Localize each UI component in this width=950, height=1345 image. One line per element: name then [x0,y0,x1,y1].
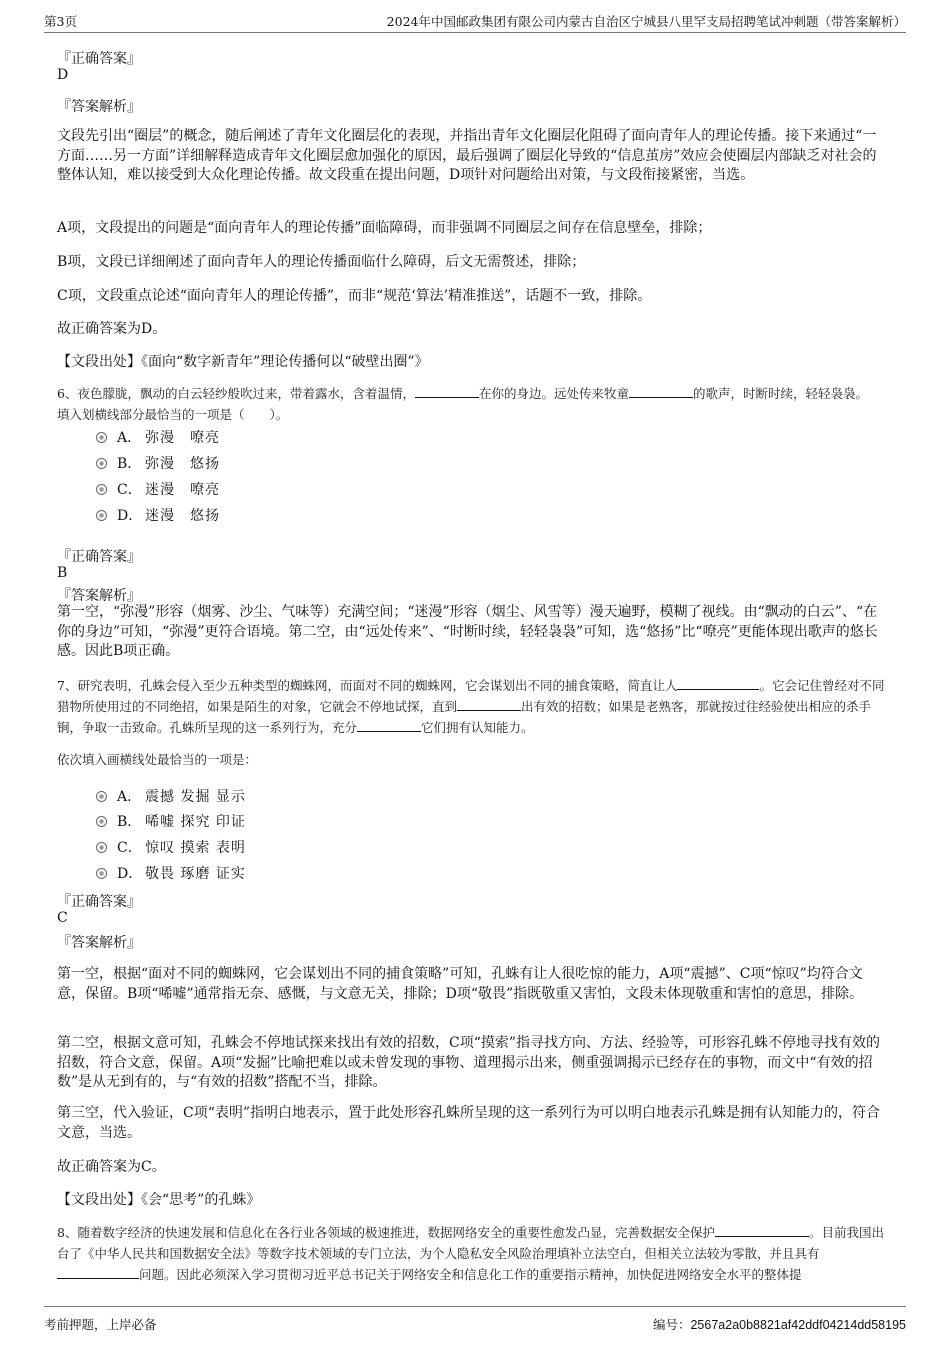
question-7-stem: 7、研究表明，孔蛛会侵入至少五种类型的蜘蛛网，而面对不同的蜘蛛网，它会谋划出不同的捕食策略，简直让人 。它会记住曾经对不同猎物所使用过的不同绝招，如果是陌生的对象，它就会不停地试探，直到 出有效的招数；如果是老熟客，那就按过往经验使出相应的杀手锏，争取一击致命。孔蛛所呈现的这一系列行为，充分 它们拥有认知能力。 [57,678,885,735]
fill-blank [357,719,421,732]
option-d[interactable]: D． 敬畏 琢磨 证实 [96,863,246,883]
conclusion: 故正确答案为C。 [57,1159,166,1175]
fill-blank [677,677,759,690]
analysis-paragraph: 文段先引出“圈层”的概念，随后阐述了青年文化圈层化的表现，并指出青年文化圈层化阻碍了面向青年人的理论传播。接下来通过“一方面……另一方面”详细解释造成青年文化圈层愈加强化的原因，最后强调了圈层化导致的“信息茧房”效应会使圈层内部缺乏对社会的整体认知，难以接受到大众化理论传播。故文段重在提出问题，D项针对问题给出对策，与文段衔接紧密，当选。 [57,128,877,183]
analysis-paragraph: 第二空，根据文意可知，孔蛛会不停地试探来找出有效的招数，C项“摸索”指寻找方向、方法、经验等，可形容孔蛛不停地寻找有效的招数，符合文意，保留。A项“发掘”比喻把难以或未曾发现的事物、道理揭示出来，侧重强调揭示已经存在的事物，而文中“有效的招数”是从无到有的，与“有效的招数”搭配不当，排除。 [57,1035,881,1090]
analysis-label: 『答案解析』 [57,99,141,115]
option-a[interactable]: A． 震撼 发掘 显示 [96,786,246,806]
option-c[interactable]: C． 惊叹 摸索 表明 [96,837,246,857]
footer-slogan: 考前押题，上岸必备 [44,1317,157,1332]
radio-icon[interactable] [96,484,107,495]
radio-icon[interactable] [96,868,107,879]
analysis-label: 『答案解析』 [57,588,141,604]
question-8-stem: 8、随着数字经济的快速发展和信息化在各行业各领域的极速推进，数据网络安全的重要性愈发凸显，完善数据安全保护 。目前我国出台了《中华人民共和国数据安全法》等数字技术领域的专门立法，为个人隐私安全风险治理填补立法空白，但相关立法较为零散，并且具有问题。因此必须深入学习贯彻习近平总书记关于网络安全和信息化工作的重要指示精神，加快促进网络安全水平的整体提 [57,1225,884,1282]
analysis-label: 『答案解析』 [57,935,141,951]
fill-blank [415,385,479,398]
answer-label: 『正确答案』 [57,549,141,565]
option-b[interactable]: B． 唏嘘 探究 印证 [96,811,246,831]
document-title: 2024年中国邮政集团有限公司内蒙古自治区宁城县八里罕支局招聘笔试冲刺题（带答案解析） [386,14,906,29]
page-footer [44,1306,906,1335]
analysis-option-a: A项，文段提出的问题是“面向青年人的理论传播”面临障碍，而非强调不同圈层之间存在信息壁垒，排除； [57,220,712,236]
answer-label: 『正确答案』 [57,51,141,67]
conclusion: 故正确答案为D。 [57,321,167,337]
radio-icon[interactable] [96,510,107,521]
analysis-option-b: B项，文段已详细阐述了面向青年人的理论传播面临什么障碍，后文无需赘述，排除； [57,254,586,270]
radio-icon[interactable] [96,791,107,802]
radio-icon[interactable] [96,432,107,443]
document-id: 编号：2567a2a0b8821af42ddf04214dd58195 [652,1317,906,1332]
option-a[interactable]: A． 弥漫 嘹亮 [96,427,220,447]
source-citation: 【文段出处】《面向“数字新青年”理论传播何以“破壁出圈”》 [57,354,429,370]
answer-value: D [57,67,69,83]
option-c[interactable]: C． 迷漫 嘹亮 [96,479,220,499]
radio-icon[interactable] [96,842,107,853]
page-number: 第3页 [44,14,77,29]
fill-blank [715,1224,809,1237]
radio-icon[interactable] [96,816,107,827]
answer-value: C [57,910,68,926]
fill-blank [629,385,693,398]
source-citation: 【文段出处】《会“思考”的孔蛛》 [57,1192,261,1208]
answer-label: 『正确答案』 [57,894,141,910]
fill-blank [57,1266,139,1279]
question-7-prompt: 依次填入画横线处最恰当的一项是： [57,752,258,767]
analysis-paragraph: 第三空，代入验证，C项“表明”指明白地表示，置于此处形容孔蛛所呈现的这一系列行为可以明白地表示孔蛛是拥有认知能力的，符合文意，当选。 [57,1105,881,1141]
analysis-paragraph: 第一空，“弥漫”形容（烟雾、沙尘、气味等）充满空间；“迷漫”形容（烟尘、风雪等）漫天遍野，模糊了视线。由“飘动的白云”、“在你的身边”可知，“弥漫”更符合语境。第二空，由“远处传来”、“时断时续，轻轻袅袅”可知，选“悠扬”比“嘹亮”更能体现出歌声的悠长感。因此B项正确。 [57,604,878,659]
option-d[interactable]: D． 迷漫 悠扬 [96,505,220,525]
answer-value: B [57,565,68,581]
page-header [44,10,906,33]
option-b[interactable]: B． 弥漫 悠扬 [96,453,220,473]
question-6-stem: 6、夜色朦胧，飘动的白云轻纱般吹过来，带着露水，含着温情， 在你的身边。远处传来牧童 的歌声，时断时续，轻轻袅袅。 填入划横线部分最恰当的一项是（ ）。 [57,386,868,422]
fill-blank [457,698,521,711]
analysis-paragraph: 第一空，根据“面对不同的蜘蛛网，它会谋划出不同的捕食策略”可知，孔蛛有让人很吃惊的能力，A项“震撼”、C项“惊叹”均符合文意，保留。B项“唏嘘”通常指无奈、感慨，与文意无关，排除；D项“敬畏”指既敬重又害怕，文段未体现敬重和害怕的意思，排除。 [57,966,864,1002]
analysis-option-c: C项，文段重点论述“面向青年人的理论传播”，而非“规范‘算法’精准推送”，话题不一致，排除。 [57,288,652,304]
radio-icon[interactable] [96,458,107,469]
